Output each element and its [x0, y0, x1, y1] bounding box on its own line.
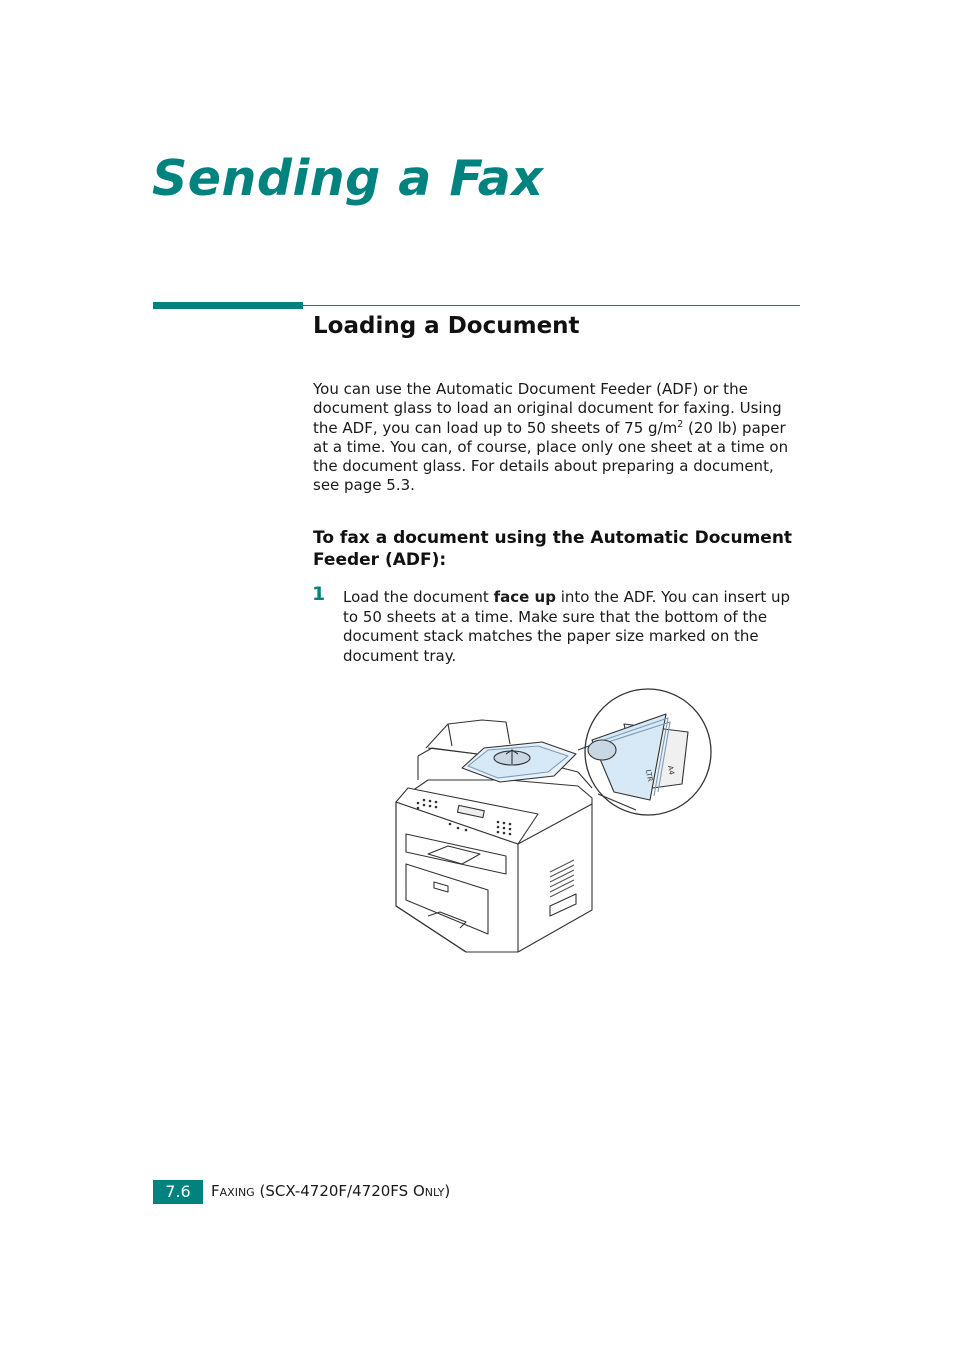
section-rule-thick [153, 302, 303, 309]
step-number: 1 [312, 583, 326, 605]
step-text [343, 588, 803, 666]
section-rule-thin [303, 305, 800, 306]
tray-label-ltr: LTR [644, 768, 655, 783]
intro-paragraph [313, 380, 803, 496]
footer-axing: AXING [219, 1186, 255, 1199]
chapter-title: Sending a Fax [152, 150, 544, 207]
step-text-before: Load the document [343, 588, 494, 606]
intro-text-2: (20 lb) paper at a time. You can, of course, place only one sheet at a time on the document glass. For details about preparing a document, see page 5.3. [313, 418, 789, 495]
printer-illustration [388, 684, 714, 960]
footer-nly: NLY [424, 1186, 445, 1199]
footer-end: ) [444, 1182, 451, 1200]
footer-middle: (SCX-4720F/4720FS O [254, 1182, 425, 1200]
procedure-heading: To fax a document using the Automatic Document Feeder (ADF): [313, 528, 793, 570]
intro-superscript: 2 [677, 418, 684, 430]
step-text-after: into the ADF. You can insert up to 50 sheets at a time. Make sure that the bottom of the document stack matches the paper size marked on the document tray. [343, 588, 791, 665]
step-text-emphasis: face up [493, 588, 556, 606]
intro-text-1: You can use the Automatic Document Feeder (ADF) or the document glass to load an original document for faxing. Using the ADF, you can load up to 50 sheets of 75 g/m [313, 380, 782, 437]
footer-f: F [211, 1182, 220, 1200]
footer-section-title [211, 1182, 450, 1200]
section-title: Loading a Document [313, 313, 580, 339]
page-number-badge: 7.6 [153, 1180, 203, 1204]
tray-label-a4: A4 [666, 764, 676, 776]
